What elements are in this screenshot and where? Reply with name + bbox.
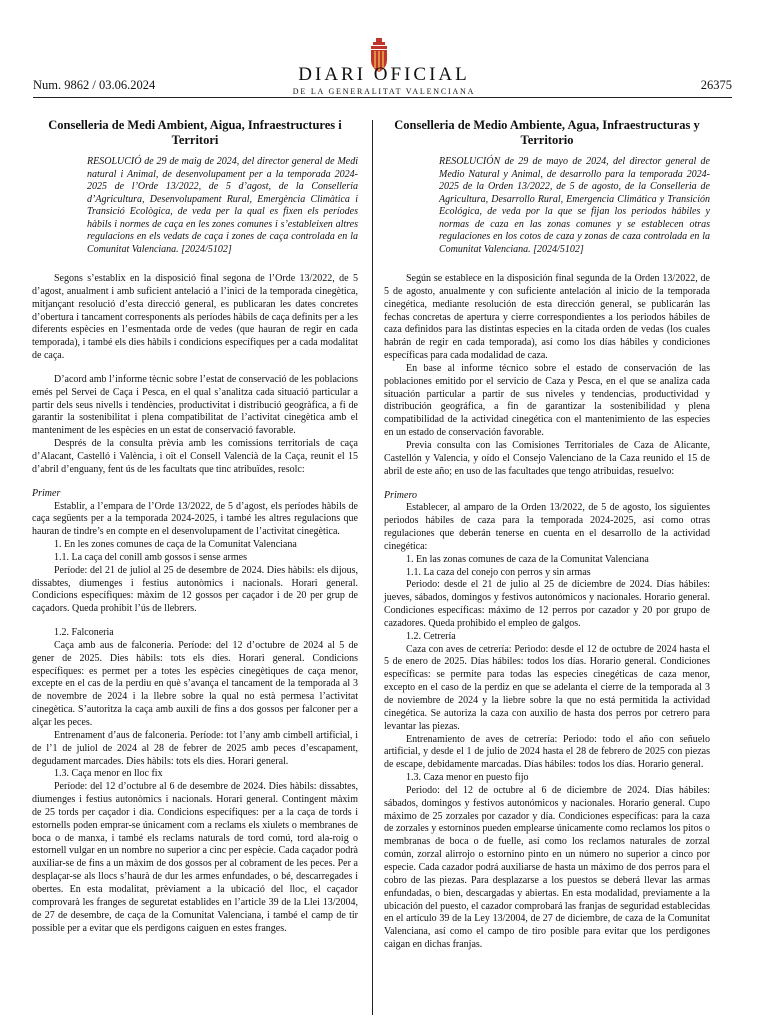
paragraph: Caça amb aus de falconeria. Període: del 12 d’octubre de 2024 al 5 de gener de 2025. Dies hàbils: tots els dies. Horari general. Condicions específiques: es permet per a totes les espècies cinegètiques de caça menor, excepte en el cas de la perdiu en què s’avança el tancament de la temporada al 3 de novembre de 2024 i la llebre sobre la qual no està permesa l’activitat cinegètica. S’autoritza la caça amb auxili de fins a dos gossos per falconer per a alçar les peces. (32, 639, 358, 728)
paragraph: 1.1. La caza del conejo con perros y sin armas (406, 566, 591, 578)
paragraph: Període: del 12 d’octubre al 6 de desembre de 2024. Dies hàbils: dissabtes, diumenges i festius autonòmics i nacionals. Horari general. Contingent màxim de 25 tords per caçador i dia. Condicions específiques: per a la caça de tords i estornells poden emprar-se únicament com a reclams els xiulets o membranes de boca o de manxa, i també els reclams naturals de tord comú, tord ala-roig o estornell vulgar en un nombre no superior a cinc per espècie. Cada caçador podrà auxiliar-se de fins a un màxim de dos gossos per al cobrament de les peces. Per a desplaçar-se als llocs s’haurà de dur les armes enfundades, o bé, descarregades i obertes. En esta modalitat, prèviament a la ubicació del lloc, el caçador comprovarà les franges de seguretat establides en l’article 39 de la Llei 13/2004, de 27 de desembre, de caça de la Comunitat Valenciana, i també el camp de tir possible per a evitar que els perdigons caiguen en estes franges. (32, 781, 358, 934)
paragraph: Període: del 21 de juliol al 25 de desembre de 2024. Dies hàbils: els dijous, dissabtes, diumenges i festius autonòmics i nacionals. Horari general. Condicions específiques: màxim de 12 gossos per caçador i de 20 per grup de caçadors. Queda prohibit l’ús de llebrers. (32, 564, 358, 615)
issue-number: Num. 9862 / 03.06.2024 (33, 78, 156, 92)
department-heading: Conselleria de Medio Ambiente, Agua, Infraestructuras y Territorio (394, 118, 700, 147)
department-heading: Conselleria de Medi Ambient, Aigua, Infraestructures i Territori (48, 118, 342, 147)
valencian-column (32, 118, 358, 935)
paragraph: D’acord amb l’informe tècnic sobre l’estat de conservació de les poblacions emés pel Servei de Caça i Pesca, en el qual s’analitza cada situació particular a partir dels seus nivells i tendències, productivitat i distribució geogràfica, a fi de garantir la sostenibilitat i plena compatibilitat de l’activitat cinegètica amb el manteniment de les espècies en un estat de conservació favorable. (32, 373, 358, 437)
column-divider (372, 120, 373, 1015)
paragraph: Entrenamiento de aves de cetrería: Periodo: todo el año con señuelo artificial, y desde el 1 de julio de 2024 hasta el 28 de febrero de 2025 con piezas de escape, debidamente marcadas. Días hábiles: todos los días. Horario general. (384, 733, 710, 771)
paragraph: Segons s’establix en la disposició final segona de l’Orde 13/2022, de 5 d’agost, anualment i amb suficient antelació a l’inici de la temporada cinegètica, mitjançant resolució d’esta direcció general, es publicaran les dates concretes d’obertura i tancament corresponents als períodes hàbils de caça definits per a les diferents espècies en l’esmentada orde de vedes (que hauran de regir en cada temporada), i també els dies hàbils i condicions específiques per a cada modalitat de caça. (32, 273, 358, 362)
header-rule (33, 97, 732, 98)
paragraph: Previa consulta con las Comisiones Territoriales de Caza de Alicante, Castellón y Valencia, y oído el Consejo Valenciano de la Caza reunido el 15 de abril de este año; en uso de las facultades que tengo atribuidas, resuelvo: (384, 439, 710, 477)
paragraph: Després de la consulta prèvia amb les comissions territorials de caça d’Alacant, Castelló i València, i oït el Consell Valencià de la Caça, reunit el 15 d’abril d’enguany, fent ús de les facultats que tinc atribuïdes, resolc: (32, 438, 358, 475)
paragraph: 1.2. Cetrería (406, 630, 456, 642)
paragraph: Establir, a l’empara de l’Orde 13/2022, de 5 d’agost, els períodes hàbils de caça següents per a la temporada 2024-2025, i també les altres regulacions que hauran de tindre’s en compte en el desenvolupament de l’activitat cinegètica. (32, 500, 358, 538)
paragraph: 1. En les zones comunes de caça de la Comunitat Valenciana (54, 539, 297, 551)
paragraph: Según se establece en la disposición final segunda de la Orden 13/2022, de 5 de agosto, anualmente y con suficiente antelación al inicio de la temporada cinegética, mediante resolución de esta dirección general, se publicarán las fechas concretas de apertura y cierre correspondientes a los periodos hábiles de caza definidos para las distintas especies en la citada orden de vedas (los cuales habrán de regir en cada temporada), así como los días hábiles y condiciones específicas para cada modalidad de caza. (384, 273, 710, 362)
paragraph: 1.3. Caça menor en lloc fix (54, 768, 163, 780)
resolution-title: RESOLUCIÓN de 29 de mayo de 2024, del director general de Medio Natural y Animal, de desarrollo para la temporada 2024-2025 de la Orden 13/2022, de 5 de agosto, de la Conselleria de Agricultura, Desarrollo Rural, Emergencia Climática y Transición Ecológica, de veda por la que se fijan los periodos hábiles y normas de caza en las zonas comunes y se establecen otras regulaciones en los cotos de caza y zonas de caza controlada en la Comunitat Valenciana. [2024/5102] (439, 156, 710, 255)
paragraph: Entrenament d’aus de falconeria. Període: tot l’any amb cimbell artificial, i de l’1 de juliol de 2024 al 28 de febrer de 2025 amb peces d’escapament, degudament marcades. Dies hàbils: tots els dies. Horari general. (32, 729, 358, 767)
section-heading: Primer (32, 487, 61, 499)
paragraph: Periodo: desde el 21 de julio al 25 de diciembre de 2024. Días hábiles: jueves, sábados, domingos y festivos autonómicos y nacionales. Horario general. Condiciones específicas: máximo de 12 perros por cazador y 20 por grupo de cazadores. Queda prohibido el empleo de galgos. (384, 579, 710, 629)
paragraph: 1. En las zonas comunes de caza de la Comunitat Valenciana (406, 553, 649, 565)
gazette-subtitle: DE LA GENERALITAT VALENCIANA (292, 87, 476, 96)
paragraph: 1.3. Caza menor en puesto fijo (406, 772, 529, 784)
paragraph: Caza con aves de cetrería: Periodo: desde el 12 de octubre de 2024 hasta el 5 de enero de 2025. Días hábiles: todos los días. Horario general. Condiciones específicas: se permite para todas las especies cinegéticas de caza menor, excepto en el caso de la perdiz en que se adelanta el cierre de la temporada al 3 de noviembre de 2024 y la liebre sobre la que no está permitida la actividad cinegética. Se autoriza la caza con auxilio de hasta dos perros por cetrero para levantar las piezas. (384, 643, 710, 732)
page-number: 26375 (700, 78, 732, 92)
paragraph: En base al informe técnico sobre el estado de conservación de las poblaciones emitido por el servicio de Caza y Pesca, en el que se analiza cada situación particular a partir de sus niveles y tendencias, productividad y distribución geográfica, a fin de garantizar la sostenibilidad y plena compatibilidad de la actividad cinegética con el mantenimiento de las especies en un estado de conservación favorable. (384, 362, 710, 439)
paragraph: 1.2. Falconeria (54, 627, 114, 639)
section-heading: Primero (384, 489, 417, 501)
resolution-title: RESOLUCIÓ de 29 de maig de 2024, del director general de Medi natural i Animal, de desenvolupament per a la temporada 2024-2025 de l’Orde 13/2022, de 5 d’agost, de la Conselleria d’Agricultura, Desenvolupament Rural, Emergència Climàtica i Transició Ecològica, de veda per la qual es fixen els períodes hàbils i normes de caça en les zones comunes i s’estableixen altres regulacions en els vedats de caça i zones de caça controlada en la Comunitat Valenciana. [2024/5102] (87, 156, 358, 255)
spanish-column (384, 118, 710, 952)
gazette-title: DIARI OFICIAL (298, 64, 470, 85)
paragraph: Periodo: del 12 de octubre al 6 de diciembre de 2024. Días hábiles: sábados, domingos y festivos autonómicos y nacionales. Horario general. Cupo máximo de 25 zorzales por cazador y día. Condiciones específicas: para la caza de zorzales y estorninos pueden emplearse únicamente como reclamos los pitos o membranas de boca o de fuelle, así como los reclamos naturales de zorzal común, zorzal alirrojo o estornino pinto en un número no superior a cinco por especie. Cada cazador podrá auxiliarse de hasta un máximo de dos perros para el cobro de las piezas. Para desplazarse a los puestos se deberá llevar las armas enfundadas, o bien, descargadas y abiertas. En esta modalidad, previamente a la ubicación del puesto, el cazador comprobará las franjas de seguridad establecidas en el artículo 39 de la Ley 13/2004, de 27 de diciembre, de caza de la Comunitat Valenciana, así como el campo de tiro posible para evitar que los perdigones caigan en dichas franjas. (384, 784, 710, 951)
paragraph: Establecer, al amparo de la Orden 13/2022, de 5 de agosto, los siguientes periodos hábiles de caza para la temporada 2024-2025, así como otras regulaciones que deberán tenerse en cuenta en el desarrollo de la actividad cinegética: (384, 502, 710, 552)
paragraph: 1.1. La caça del conill amb gossos i sense armes (54, 551, 247, 563)
